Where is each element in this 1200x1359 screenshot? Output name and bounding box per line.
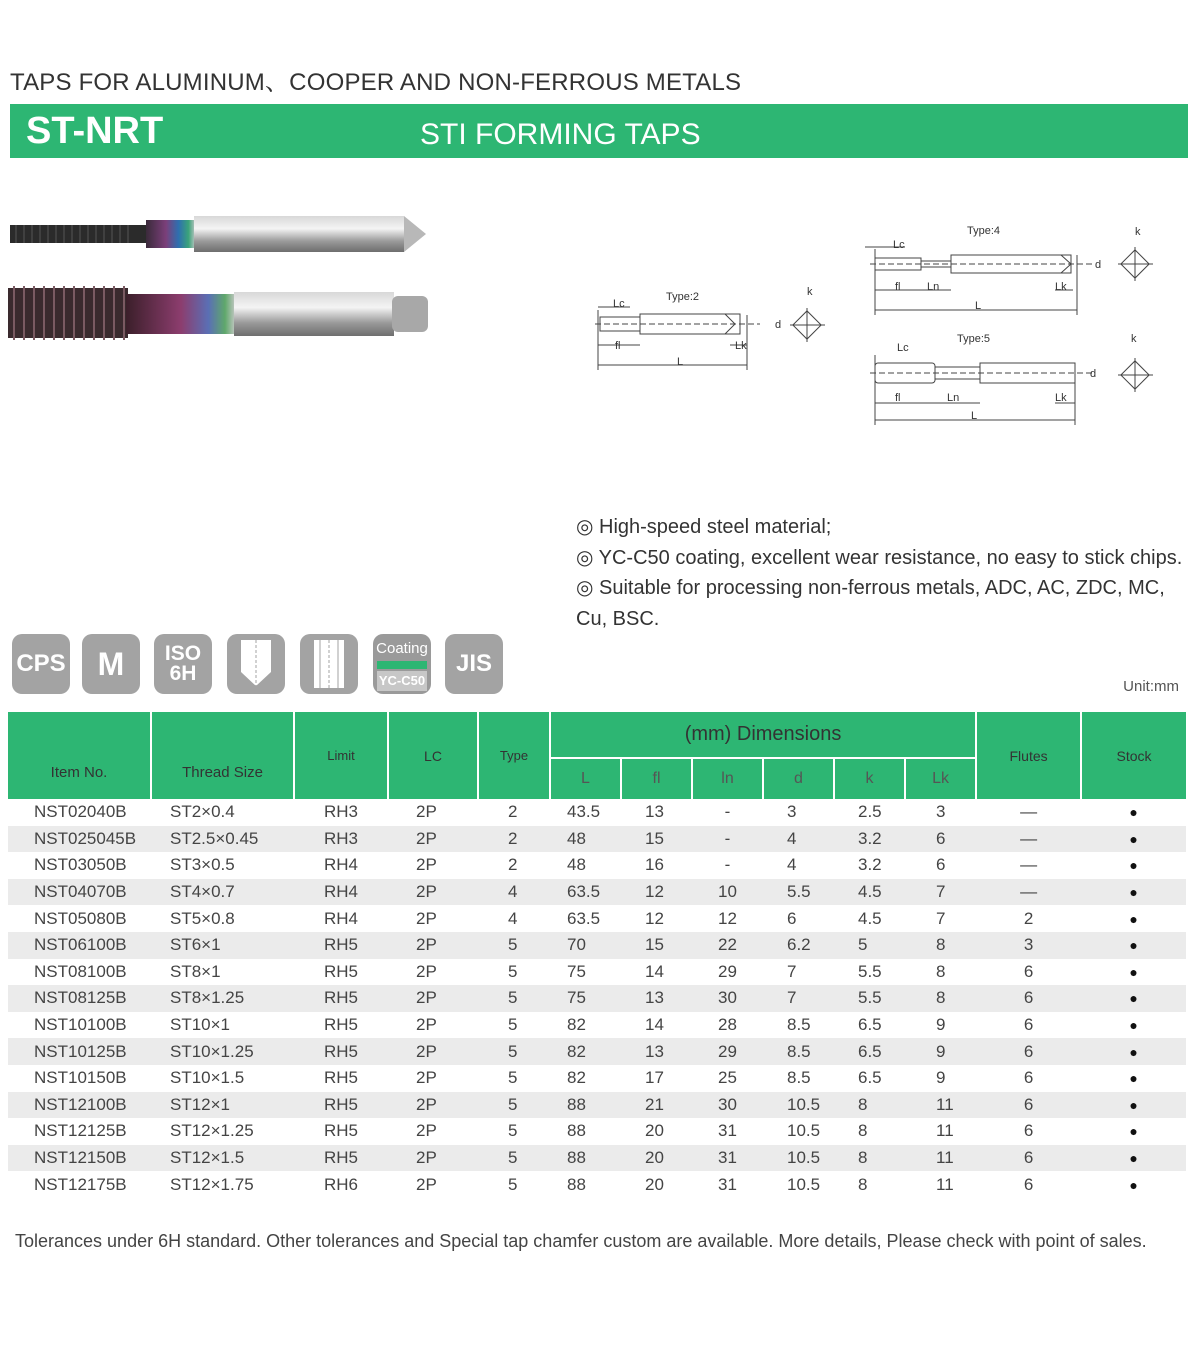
stock-cell: ● [1129,1070,1138,1087]
lk-cell: 11 [936,1174,954,1194]
header-fl: fl [621,758,692,799]
ln-cell: 31 [692,1145,763,1172]
limit-cell: RH5 [324,1015,359,1035]
limit-cell: RH5 [294,985,388,1012]
stock-cell: ● [1081,826,1186,853]
item-no-cell: NST12150B [8,1145,151,1172]
k-cell: 5.5 [834,985,905,1012]
table-row [8,1012,1186,1039]
lc-cell: 2P [388,879,478,906]
header-item-no: Item No. [8,712,151,799]
ln-cell: 12 [718,908,737,928]
fl-cell: 14 [645,961,664,981]
fl-cell: 20 [645,1174,664,1194]
item-no-cell: NST12100B [8,1092,151,1119]
k-cell: 8 [858,1174,868,1194]
type4-k-label: k [1135,226,1141,238]
header-lc: LC [388,712,478,799]
type5-d-label: d [1090,368,1097,380]
type2-lk-label: Lk [735,340,747,352]
ln-cell: - [724,855,731,875]
k-cell: 8 [834,1092,905,1119]
fl-cell: 13 [645,802,664,822]
header-L: L [550,758,621,799]
fl-cell: 13 [621,1038,692,1065]
feature-item: ◎ High-speed steel material; [576,516,832,538]
header-d: d [763,758,834,799]
d-cell: 8.5 [763,1038,834,1065]
limit-cell: RH4 [294,879,388,906]
L-cell: 82 [567,1015,586,1035]
item-no-cell: NST06100B [8,932,151,959]
item-no-cell: NST12175B [34,1174,127,1194]
item-no-cell: NST025045B [8,826,151,853]
type-diagrams [575,215,1175,435]
type5-lk-label: Lk [1055,392,1067,404]
L-cell: 75 [567,961,586,981]
flutes-cell: — [1020,855,1038,875]
flutes-cell: 6 [1023,1015,1034,1035]
table-row [8,959,1186,986]
k-cell: 8 [858,1121,868,1141]
limit-cell: RH5 [294,1038,388,1065]
d-cell: 8.5 [787,1015,811,1035]
m-icon: M [82,634,140,694]
thread-size-cell: ST3×0.5 [170,855,235,875]
limit-cell: RH3 [324,802,359,822]
lk-cell: 3 [936,802,946,822]
type-cell: 2 [508,855,518,875]
lc-cell: 2P [416,802,437,822]
ln-cell: 22 [692,932,763,959]
type-cell: 5 [478,985,550,1012]
L-cell: 48 [550,826,621,853]
ln-cell: 10 [692,879,763,906]
k-cell: 6.5 [858,1015,882,1035]
through-hole-icon [300,634,358,694]
flutes-cell: 6 [976,1145,1081,1172]
header-flutes: Flutes [976,712,1081,799]
thread-size-cell: ST5×0.8 [170,908,235,928]
lk-cell: 9 [936,1068,946,1088]
stock-cell: ● [1081,1092,1186,1119]
lk-cell: 7 [905,879,976,906]
table-row [8,879,1186,906]
lc-cell: 2P [416,1068,437,1088]
item-no-cell: NST08100B [34,961,127,981]
table-row [8,1118,1186,1145]
fl-cell: 12 [621,879,692,906]
limit-cell: RH5 [324,961,359,981]
type2-k-label: k [807,286,813,298]
limit-cell: RH5 [294,1145,388,1172]
item-no-cell: NST03050B [34,855,127,875]
lc-cell: 2P [416,1174,437,1194]
type-cell: 5 [478,1038,550,1065]
stock-cell: ● [1081,932,1186,959]
header-ln: ln [692,758,763,799]
product-banner [10,104,1188,158]
d-cell: 4 [787,855,797,875]
table-row [8,932,1186,959]
k-cell: 5 [834,932,905,959]
header-k: k [834,758,905,799]
table-row [8,1171,1186,1198]
limit-cell: RH3 [294,826,388,853]
item-no-cell: NST10150B [34,1068,127,1088]
type-cell: 5 [508,1174,518,1194]
k-cell: 4.5 [858,908,882,928]
type5-k-label: k [1131,333,1137,345]
header-stock: Stock [1081,712,1186,799]
L-cell: 63.5 [567,908,601,928]
table-row [8,1145,1186,1172]
L-cell: 88 [550,1145,621,1172]
fl-cell: 20 [621,1145,692,1172]
header-type: Type [478,712,550,799]
type5-fl-label: fl [895,392,901,404]
limit-cell: RH5 [324,1068,359,1088]
stock-cell: ● [1081,879,1186,906]
ln-cell: 29 [692,1038,763,1065]
L-cell: 63.5 [550,879,621,906]
ln-cell: 31 [718,1174,737,1194]
type4-ln-label: Ln [927,281,940,293]
lk-cell: 8 [905,985,976,1012]
type5-ln-label: Ln [947,392,960,404]
fl-cell: 15 [621,932,692,959]
d-cell: 7 [787,961,797,981]
k-cell: 8 [834,1145,905,1172]
lk-cell: 9 [905,1038,976,1065]
stock-cell: ● [1129,857,1138,874]
spec-table [8,712,1186,1198]
thread-size-cell: ST2×0.4 [170,802,235,822]
ln-cell: 30 [692,1092,763,1119]
thread-size-cell: ST4×0.7 [151,879,294,906]
thread-size-cell: ST12×1.25 [170,1121,254,1141]
limit-cell: RH5 [294,1092,388,1119]
d-cell: 4 [763,826,834,853]
lk-cell: 7 [936,908,946,928]
fl-cell: 17 [645,1068,664,1088]
lc-cell: 2P [416,1121,437,1141]
lc-cell: 2P [388,1038,478,1065]
unit-label: Unit:mm [1123,678,1179,695]
L-cell: 88 [567,1174,586,1194]
fl-cell: 14 [645,1015,664,1035]
lc-cell: 2P [388,826,478,853]
table-row [8,852,1186,879]
type-cell: 5 [508,1068,518,1088]
thread-size-cell: ST8×1.25 [151,985,294,1012]
feature-list [576,512,1188,634]
flutes-cell: 6 [1023,1174,1034,1194]
k-cell: 5.5 [858,961,882,981]
item-no-cell: NST12125B [34,1121,127,1141]
ln-cell: - [692,826,763,853]
stock-cell: ● [1129,1017,1138,1034]
fl-cell: 15 [621,826,692,853]
type5-label: Type:5 [957,333,991,345]
flutes-cell: 6 [976,1092,1081,1119]
type4-L-label: L [975,300,982,312]
type2-d-label: d [775,319,782,331]
lk-cell: 11 [905,1092,976,1119]
thread-size-cell: ST12×1.75 [170,1174,254,1194]
type-cell: 5 [478,1092,550,1119]
lk-cell: 6 [905,826,976,853]
d-cell: 10.5 [763,1092,834,1119]
ln-cell: 25 [718,1068,737,1088]
chamfer-icon [227,634,285,694]
d-cell: 8.5 [787,1068,811,1088]
flutes-cell: 6 [976,985,1081,1012]
type2-L-label: L [677,356,684,368]
d-cell: 5.5 [763,879,834,906]
type-cell: 4 [478,879,550,906]
lk-cell: 11 [936,1121,954,1141]
thread-size-cell: ST2.5×0.45 [151,826,294,853]
lk-cell: 9 [936,1015,946,1035]
k-cell: 3.2 [834,826,905,853]
limit-cell: RH5 [324,1121,359,1141]
coating-bar [377,661,427,669]
stock-cell: ● [1081,1145,1186,1172]
table-row [8,1065,1186,1092]
item-no-cell: NST08125B [8,985,151,1012]
ln-cell: 28 [718,1015,737,1035]
k-cell: 6.5 [834,1038,905,1065]
item-no-cell: NST10125B [8,1038,151,1065]
flutes-cell: 6 [976,1038,1081,1065]
footer-note: Tolerances under 6H standard. Other tolerances and Special tap chamfer custom are available. More details, Please check with point of sales. [15,1231,1147,1251]
thread-size-cell: ST8×1 [170,961,221,981]
limit-cell: RH6 [324,1174,359,1194]
fl-cell: 16 [645,855,664,875]
ln-cell: - [724,802,731,822]
fl-cell: 13 [621,985,692,1012]
ln-cell: 30 [692,985,763,1012]
table-row [8,1092,1186,1119]
L-cell: 75 [550,985,621,1012]
lk-cell: 8 [936,961,946,981]
type4-lk-label: Lk [1055,281,1067,293]
table-row [8,826,1186,853]
d-cell: 10.5 [763,1145,834,1172]
stock-cell: ● [1129,804,1138,821]
k-cell: 3.2 [858,855,882,875]
type5-lc-label: Lc [897,342,909,354]
type2-label: Type:2 [666,291,700,303]
thread-size-cell: ST6×1 [151,932,294,959]
lc-cell: 2P [416,908,437,928]
L-cell: 88 [550,1092,621,1119]
header-limit: Limit [294,712,388,799]
type4-lc-label: Lc [893,239,905,251]
type4-d-label: d [1095,259,1102,271]
header-thread-size: Thread Size [151,712,294,799]
type-cell: 5 [508,1121,518,1141]
feature-item: ◎ YC-C50 coating, excellent wear resistance, no easy to stick chips. [576,546,1183,569]
fl-cell: 21 [621,1092,692,1119]
L-cell: 82 [567,1068,586,1088]
item-no-cell: NST10100B [34,1015,127,1035]
flutes-cell: 6 [1023,1068,1034,1088]
thread-size-cell: ST12×1 [151,1092,294,1119]
ln-cell: 29 [718,961,737,981]
L-cell: 82 [550,1038,621,1065]
flutes-cell: — [976,826,1081,853]
thread-size-cell: ST12×1.5 [151,1145,294,1172]
k-cell: 4.5 [834,879,905,906]
d-cell: 7 [763,985,834,1012]
item-no-cell: NST05080B [34,908,127,928]
coating-label: Coating [376,640,428,657]
type-cell: 5 [478,932,550,959]
thread-size-cell: ST10×1.5 [170,1068,245,1088]
iso-6h-icon [154,634,212,694]
L-cell: 43.5 [567,802,601,822]
lc-cell: 2P [388,985,478,1012]
flutes-cell: 3 [976,932,1081,959]
fl-cell: 12 [645,908,664,928]
jis-icon: JIS [445,634,503,694]
category-title: TAPS FOR ALUMINUM、COOPER AND NON-FERROUS METALS [10,69,742,96]
type2-fl-label: fl [615,340,621,352]
type-cell: 4 [508,908,518,928]
type-cell: 5 [508,961,518,981]
k-cell: 6.5 [858,1068,882,1088]
lk-cell: 8 [905,932,976,959]
type-cell: 2 [478,826,550,853]
L-cell: 48 [567,855,586,875]
stock-cell: ● [1129,1123,1138,1140]
stock-cell: ● [1129,963,1138,980]
limit-cell: RH4 [324,855,359,875]
type2-lc-label: Lc [613,298,625,310]
lc-cell: 2P [416,855,437,875]
lk-cell: 11 [905,1145,976,1172]
L-cell: 70 [550,932,621,959]
lk-cell: 6 [936,855,946,875]
header-lk: Lk [905,758,976,799]
L-cell: 88 [567,1121,586,1141]
stock-cell: ● [1129,910,1138,927]
type-cell: 5 [508,1015,518,1035]
header-dimensions: (mm) Dimensions [550,712,976,758]
fl-cell: 20 [645,1121,664,1141]
iso-icon-line2: 6H [169,662,197,685]
feature-item: ◎ Suitable for processing non-ferrous metals, ADC, AC, ZDC, MC, Cu, BSC. [576,577,1165,630]
product-code: ST-NRT [26,110,164,152]
d-cell: 10.5 [787,1121,821,1141]
stock-cell: ● [1081,985,1186,1012]
ln-cell: 31 [718,1121,737,1141]
k-cell: 2.5 [858,802,882,822]
type4-fl-label: fl [895,281,901,293]
stock-cell: ● [1129,1176,1138,1193]
stock-cell: ● [1081,1038,1186,1065]
coating-icon [373,634,431,694]
lc-cell: 2P [416,1015,437,1035]
d-cell: 3 [787,802,797,822]
lc-cell: 2P [388,932,478,959]
d-cell: 10.5 [787,1174,821,1194]
item-no-cell: NST02040B [34,802,127,822]
flutes-cell: 6 [1023,961,1034,981]
table-row [8,799,1186,826]
lc-cell: 2P [416,961,437,981]
iso-icon-line1: ISO [164,642,202,665]
table-row [8,1038,1186,1065]
flutes-cell: — [976,879,1081,906]
thread-size-cell: ST10×1.25 [151,1038,294,1065]
table-row [8,985,1186,1012]
type-cell: 2 [508,802,518,822]
type5-L-label: L [971,410,978,422]
lc-cell: 2P [388,1145,478,1172]
flutes-cell: 2 [1023,908,1034,928]
tap-photo [6,196,436,356]
flutes-cell: 6 [1023,1121,1034,1141]
d-cell: 6.2 [763,932,834,959]
limit-cell: RH5 [294,932,388,959]
lc-cell: 2P [388,1092,478,1119]
table-row [8,905,1186,932]
product-name: STI FORMING TAPS [420,118,701,151]
flutes-cell: — [1020,802,1038,822]
limit-cell: RH4 [324,908,359,928]
coating-value: YC-C50 [377,671,427,691]
type4-label: Type:4 [967,225,1001,237]
type-cell: 5 [478,1145,550,1172]
item-no-cell: NST04070B [8,879,151,906]
d-cell: 6 [787,908,797,928]
cps-icon: CPS [12,634,70,694]
thread-size-cell: ST10×1 [170,1015,231,1035]
